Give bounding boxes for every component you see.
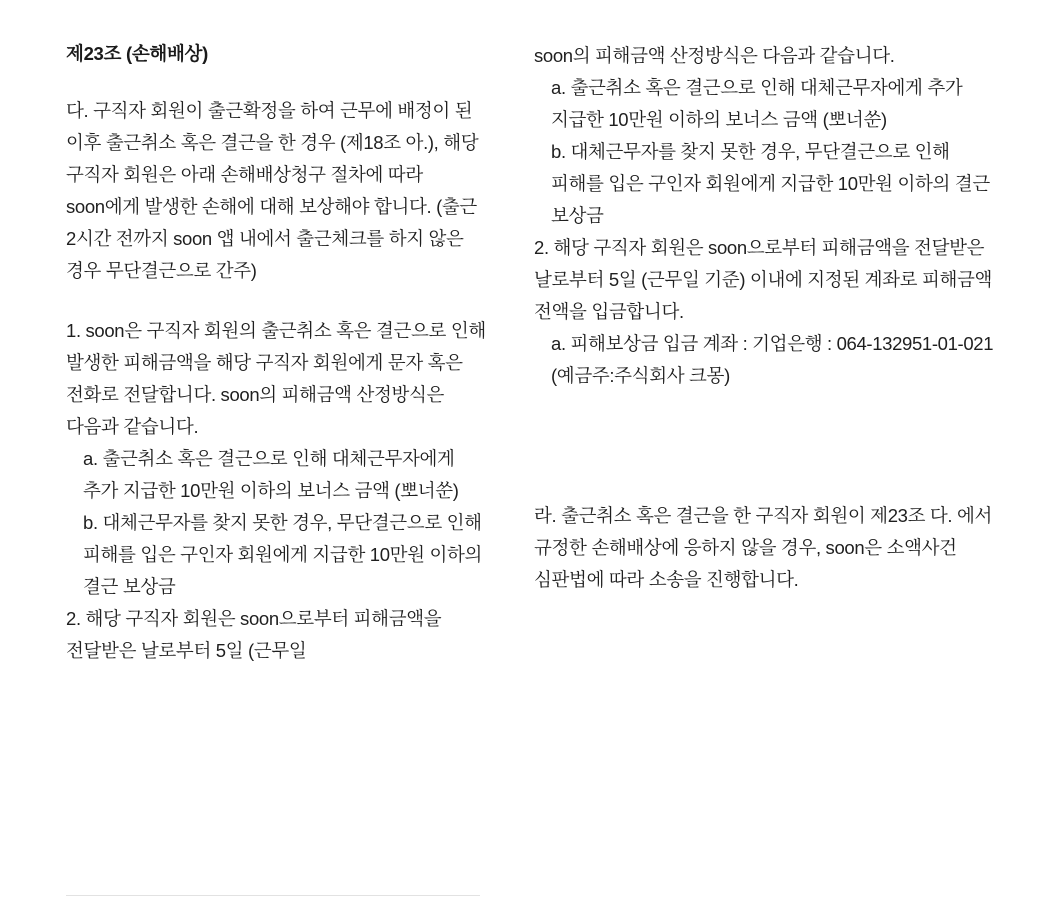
left-column — [66, 40, 496, 667]
right-item-1a-paragraph: a. 출근취소 혹은 결근으로 인해 대체근무자에게 추가 지급한 10만원 이하의 보너스 금액 (뽀너쑨) — [551, 77, 968, 130]
paragraph-spacer — [66, 287, 486, 315]
left-item-1b-paragraph: b. 대체근무자를 찾지 못한 경우, 무단결근으로 인해 피해를 입은 구인자 회원에게 지급한 10만원 이하의 결근 보상금 — [83, 511, 487, 597]
section-spacer — [534, 392, 996, 500]
bottom-divider — [66, 895, 480, 896]
right-item-2a-account-paragraph: a. 피해보상금 입금 계좌 : 기업은행 : 064-132951-01-021 (예금주:주식회사 크몽) — [551, 333, 998, 386]
right-item-1-continuation: soon의 피해금액 산정방식은 다음과 같습니다. — [534, 45, 895, 66]
right-column — [496, 40, 996, 596]
left-item-1a-paragraph: a. 출근취소 혹은 결근으로 인해 대체근무자에게 추가 지급한 10만원 이하의 보너스 금액 (뽀너쑨) — [83, 447, 460, 501]
clause-ra-paragraph: 라. 출근취소 혹은 결근을 한 구직자 회원이 제23조 다. 에서 규정한 손해배상에 응하지 않을 경우, soon은 소액사건 심판법에 따라 소송을 진행합니다. — [534, 505, 997, 590]
left-item-2-paragraph-truncated: 2. 해당 구직자 회원은 soon으로부터 피해금액을 전달받은 날로부터 5일 (근무일 — [66, 607, 447, 661]
left-item-1-paragraph: 1. soon은 구직자 회원의 출근취소 혹은 결근으로 인해 발생한 피해금액을 해당 구직자 회원에게 문자 혹은 전화로 전달합니다. soon의 피해금액 산정방식은 다음과 같습니다. — [66, 319, 491, 437]
right-item-2-paragraph: 2. 해당 구직자 회원은 soon으로부터 피해금액을 전달받은 날로부터 5일 (근무일 기준) 이내에 지정된 계좌로 피해금액 전액을 입금합니다. — [534, 237, 997, 322]
page-title: 제23조 (손해배상) — [66, 43, 208, 64]
right-item-1b-paragraph: b. 대체근무자를 찾지 못한 경우, 무단결근으로 인해 피해를 입은 구인자 회원에게 지급한 10만원 이하의 결근 보상금 — [551, 141, 995, 226]
clause-da-paragraph: 다. 구직자 회원이 출근확정을 하여 근무에 배정이 된 이후 출근취소 혹은 결근을 한 경우 (제18조 아.), 해당 구직자 회원은 아래 손해배상청구 절차에 따라 soon에게 발생한 손해에 대해 보상해야 합니다. (출근 2시간 전까지 soon 앱 내에서 출근체크를 하지 않은 경우 무단결근으로 간주) — [66, 99, 484, 281]
